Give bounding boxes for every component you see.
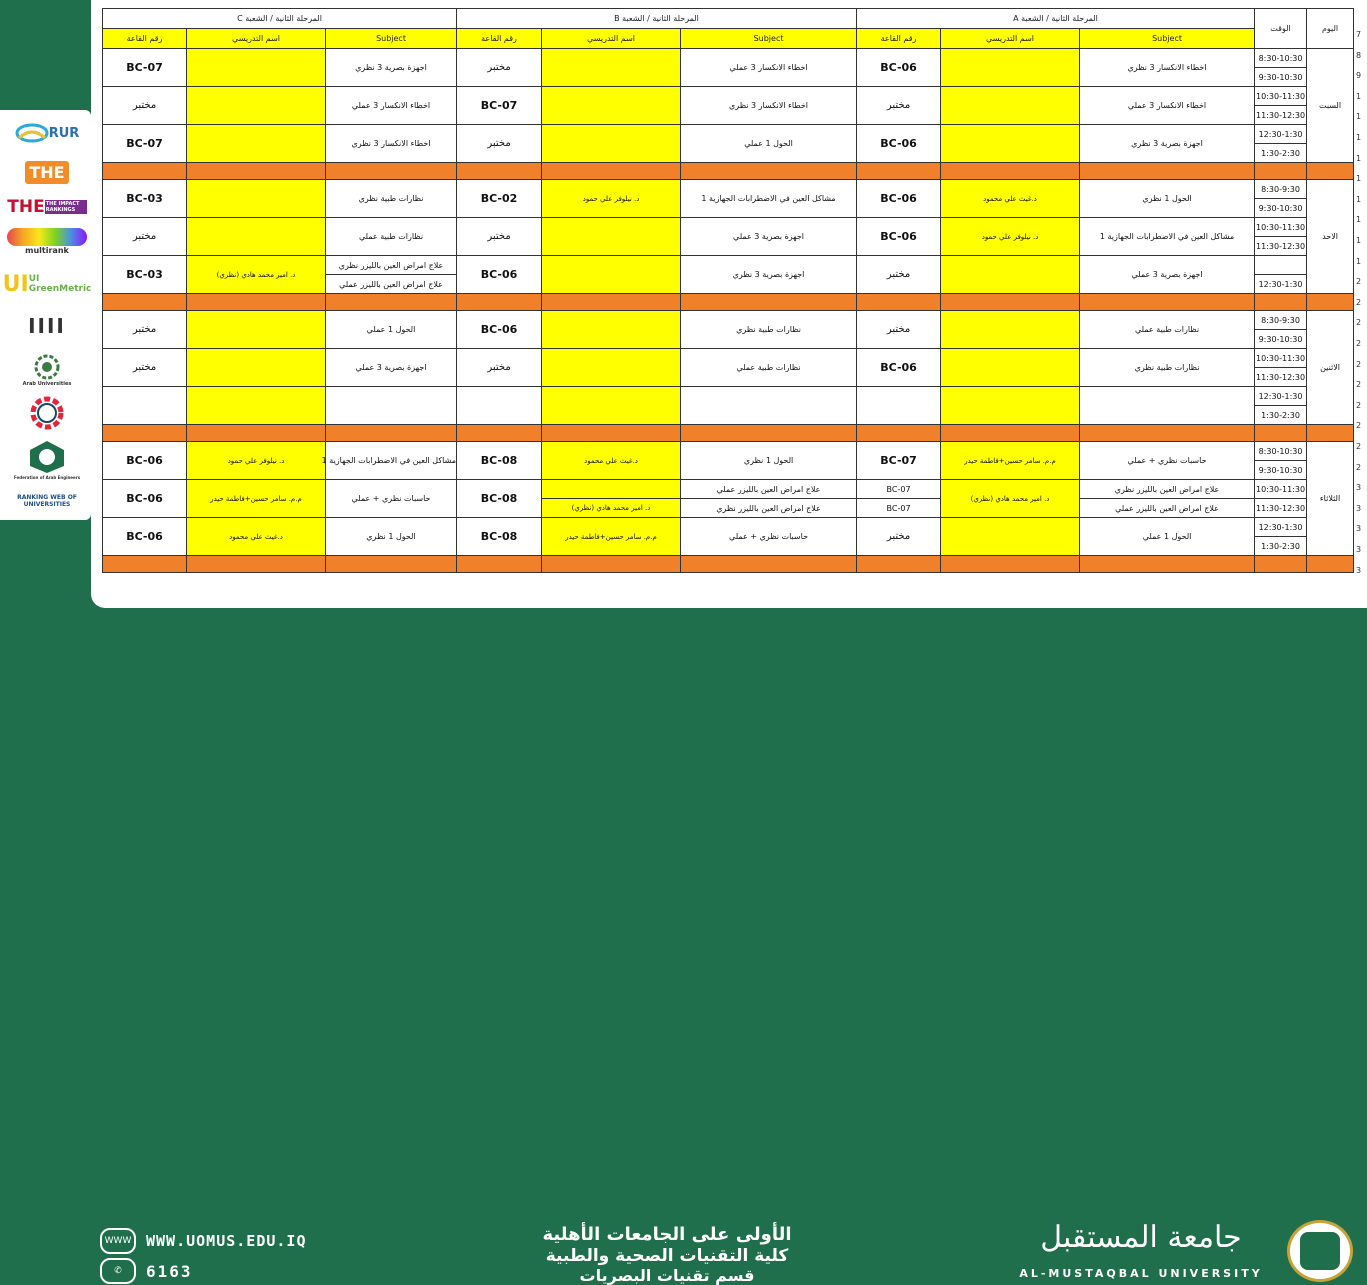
teacher-cell: [941, 387, 1080, 425]
schedule-row: [103, 349, 1354, 368]
separator-cell: [1255, 425, 1307, 442]
separator-cell: [857, 294, 941, 311]
subject-cell: الحول 1 نظري: [1080, 180, 1255, 218]
room-cell: مختبر: [457, 218, 542, 256]
day-separator-row: [103, 163, 1354, 180]
rankings-logo-strip: [0, 110, 91, 520]
separator-cell: [103, 425, 187, 442]
day-cell: الاثنين: [1307, 311, 1354, 425]
time-cell: [1255, 256, 1307, 275]
subject-cell: علاج امراض العين بالليزر عملي: [681, 480, 857, 499]
teacher-column-header: اسم التدريسي: [187, 29, 326, 49]
subject-cell: الحول 1 نظري: [326, 518, 457, 556]
footer-line-1: الأولى على الجامعات الأهلية: [542, 1224, 792, 1245]
cut-number: 3: [1356, 483, 1362, 493]
time-cell: 11:30-12:30: [1255, 499, 1307, 518]
phone-number: 6163: [146, 1262, 193, 1281]
room-cell: مختبر: [103, 87, 187, 125]
room-cell: [103, 387, 187, 425]
time-cell: 1:30-2:30: [1255, 144, 1307, 163]
time-cell: 10:30-11:30: [1255, 349, 1307, 368]
separator-cell: [857, 425, 941, 442]
day-column-header: اليوم: [1307, 9, 1354, 49]
cut-number: 1: [1356, 215, 1362, 225]
room-cell: BC-08: [457, 480, 542, 518]
room-cell: مختبر: [857, 87, 941, 125]
time-cell: 12:30-1:30: [1255, 518, 1307, 537]
room-column-header: رقم القاعة: [857, 29, 941, 49]
time-cell: 8:30-10:30: [1255, 49, 1307, 68]
time-cell: 1:30-2:30: [1255, 537, 1307, 556]
separator-cell: [103, 294, 187, 311]
room-cell: BC-06: [857, 349, 941, 387]
subject-cell: علاج امراض العين بالليزر نظري: [681, 499, 857, 518]
subject-cell: حاسبات نظري + عملي: [326, 480, 457, 518]
section-header-a: المرحلة الثانية / الشعبة A: [857, 9, 1255, 29]
teacher-cell: [542, 125, 681, 163]
schedule-table-wrapper: [102, 8, 1353, 585]
schedule-row: [103, 311, 1354, 330]
cut-number: 2: [1356, 380, 1362, 390]
separator-cell: [1255, 163, 1307, 180]
teacher-column-header: اسم التدريسي: [542, 29, 681, 49]
separator-cell: [187, 425, 326, 442]
room-cell: مختبر: [457, 349, 542, 387]
time-cell: 10:30-11:30: [1255, 218, 1307, 237]
teacher-cell: د.غيث علي محمود: [187, 518, 326, 556]
room-cell: BC-07: [457, 87, 542, 125]
phone-icon: ✆: [100, 1258, 136, 1284]
teacher-cell: [941, 49, 1080, 87]
subject-column-header: Subject: [326, 29, 457, 49]
separator-cell: [941, 294, 1080, 311]
cut-number: 1: [1356, 236, 1362, 245]
teacher-cell: [542, 480, 681, 499]
cut-off-column-numbers: [1353, 8, 1367, 585]
separator-cell: [1080, 425, 1255, 442]
teacher-cell: [187, 180, 326, 218]
room-cell: [457, 387, 542, 425]
time-cell: 12:30-1:30: [1255, 125, 1307, 144]
room-cell: BC-03: [103, 180, 187, 218]
separator-cell: [1255, 556, 1307, 573]
federation-arab-engineers-logo: Federation of Arab Engineers: [6, 436, 88, 482]
schedule-row: [103, 442, 1354, 461]
separator-cell: [941, 425, 1080, 442]
subject-cell: علاج امراض العين بالليزر عملي: [1080, 499, 1255, 518]
room-cell: BC-06: [457, 256, 542, 294]
teacher-cell: [187, 87, 326, 125]
subject-cell: اجهزة بصرية 3 عملي: [1080, 256, 1255, 294]
teacher-cell: [542, 349, 681, 387]
room-cell: مختبر: [857, 256, 941, 294]
schedule-row: [103, 480, 1354, 499]
separator-cell: [857, 163, 941, 180]
separator-cell: [457, 294, 542, 311]
subject-cell: اخطاء الانكسار 3 عملي: [326, 87, 457, 125]
separator-cell: [1080, 163, 1255, 180]
subject-cell: اخطاء الانكسار 3 نظري: [681, 87, 857, 125]
subject-cell: نظارات طبية نظري: [326, 180, 457, 218]
teacher-cell: د. امير محمد هادي (نظري): [187, 256, 326, 294]
cut-number: 1: [1356, 153, 1362, 163]
separator-cell: [457, 425, 542, 442]
the-impact-rankings-logo: THE THE IMPACT RANKINGS: [6, 194, 88, 220]
subject-cell: اجهزة بصرية 3 نظري: [326, 49, 457, 87]
teacher-cell: د. نيلوفر علي حمود: [187, 442, 326, 480]
teacher-cell: [187, 311, 326, 349]
web-icon: WWW: [100, 1228, 136, 1254]
cut-number: 3: [1356, 565, 1362, 575]
separator-cell: [542, 294, 681, 311]
subject-cell: حاسبات نظري + عملي: [681, 518, 857, 556]
room-column-header: رقم القاعة: [103, 29, 187, 49]
separator-cell: [1307, 556, 1354, 573]
room-cell: مختبر: [457, 49, 542, 87]
time-cell: 10:30-11:30: [1255, 87, 1307, 106]
day-cell: الثلاثاء: [1307, 442, 1354, 556]
cut-number: 2: [1356, 359, 1362, 369]
separator-cell: [681, 294, 857, 311]
separator-cell: [187, 294, 326, 311]
cut-number: 7: [1356, 30, 1362, 39]
room-cell: BC-06: [103, 518, 187, 556]
footer-line-3: قسم تقنيات البصريات: [579, 1266, 755, 1285]
cut-number: 1: [1356, 112, 1362, 122]
cut-number: 2: [1356, 442, 1362, 451]
cut-number: 2: [1356, 339, 1362, 348]
separator-cell: [681, 556, 857, 573]
teacher-cell: [187, 349, 326, 387]
day-cell: الاحد: [1307, 180, 1354, 294]
room-column-header: رقم القاعة: [457, 29, 542, 49]
teacher-cell: [542, 49, 681, 87]
subject-cell: نظارات طبية عملي: [1080, 311, 1255, 349]
separator-cell: [103, 163, 187, 180]
pillars-logo: ΙΙΙΙ: [28, 314, 66, 338]
separator-cell: [542, 556, 681, 573]
teacher-cell: [941, 518, 1080, 556]
subject-cell: اجهزة بصرية 3 نظري: [1080, 125, 1255, 163]
time-cell: 8:30-9:30: [1255, 311, 1307, 330]
footer-line-2: كلية التقنيات الصحية والطبية: [545, 1246, 789, 1266]
room-cell: BC-02: [457, 180, 542, 218]
time-cell: 10:30-11:30: [1255, 480, 1307, 499]
teacher-cell: [542, 387, 681, 425]
subject-cell: الحول 1 عملي: [681, 125, 857, 163]
subject-cell: الحول 1 نظري: [681, 442, 857, 480]
separator-cell: [103, 556, 187, 573]
room-cell: BC-03: [103, 256, 187, 294]
room-cell: BC-06: [457, 311, 542, 349]
rur-logo: RUR: [6, 118, 88, 148]
separator-cell: [1080, 556, 1255, 573]
teacher-cell: [542, 311, 681, 349]
room-cell: BC-07: [103, 125, 187, 163]
cut-number: 9: [1356, 71, 1362, 81]
teacher-cell: د. امير محمد هادي (نظري): [542, 499, 681, 518]
schedule-table: [102, 8, 1354, 573]
teacher-cell: د.غيث علي محمود: [542, 442, 681, 480]
teacher-cell: [187, 387, 326, 425]
cut-number: 3: [1356, 503, 1362, 513]
separator-cell: [326, 425, 457, 442]
time-cell: 11:30-12:30: [1255, 237, 1307, 256]
separator-cell: [857, 556, 941, 573]
cut-number: 2: [1356, 297, 1362, 307]
subject-cell: [1080, 387, 1255, 425]
subject-cell: [681, 387, 857, 425]
teacher-cell: د. نيلوفر علي حمود: [941, 218, 1080, 256]
teacher-cell: د. نيلوفر علي حمود: [542, 180, 681, 218]
separator-cell: [941, 556, 1080, 573]
schedule-row: [103, 218, 1354, 237]
subject-cell: مشاكل العين في الاضطرابات الجهازية 1: [326, 442, 457, 480]
teacher-cell: [941, 256, 1080, 294]
schedule-row: [103, 518, 1354, 537]
teacher-cell: [941, 87, 1080, 125]
teacher-column-header: اسم التدريسي: [941, 29, 1080, 49]
subject-cell: اخطاء الانكسار 3 نظري: [326, 125, 457, 163]
multirank-logo: multirank: [6, 224, 88, 258]
arab-universities-logo: Arab Universities: [6, 350, 88, 390]
room-cell: BC-07: [857, 499, 941, 518]
teacher-cell: د. امير محمد هادي (نظري): [941, 480, 1080, 518]
section-header-c: المرحلة الثانية / الشعبة C: [103, 9, 457, 29]
section-header-b: المرحلة الثانية / الشعبة B: [457, 9, 857, 29]
room-cell: مختبر: [857, 518, 941, 556]
the-logo: THE: [6, 156, 88, 188]
day-cell: السبت: [1307, 49, 1354, 163]
schedule-row: [103, 87, 1354, 106]
time-cell: 11:30-12:30: [1255, 106, 1307, 125]
teacher-cell: [542, 218, 681, 256]
subject-column-header: Subject: [1080, 29, 1255, 49]
cut-number: 1: [1356, 256, 1362, 266]
schedule-row: [103, 180, 1354, 199]
subject-cell: اخطاء الانكسار 3 نظري: [1080, 49, 1255, 87]
room-cell: BC-06: [857, 218, 941, 256]
cut-number: 3: [1356, 545, 1362, 554]
teacher-cell: م.م. سامر حسين+فاطمة حيدر: [187, 480, 326, 518]
room-cell: BC-08: [457, 442, 542, 480]
subject-cell: علاج امراض العين بالليزر نظري: [326, 256, 457, 275]
subject-cell: اخطاء الانكسار 3 عملي: [681, 49, 857, 87]
room-cell: BC-06: [103, 442, 187, 480]
time-cell: 8:30-10:30: [1255, 442, 1307, 461]
separator-cell: [326, 556, 457, 573]
separator-cell: [542, 425, 681, 442]
cut-number: 2: [1356, 277, 1362, 287]
cut-number: 2: [1356, 318, 1362, 328]
time-cell: 12:30-1:30: [1255, 275, 1307, 294]
teacher-cell: م.م. سامر حسين+فاطمة حيدر: [542, 518, 681, 556]
subject-cell: نظارات طبية عملي: [326, 218, 457, 256]
subject-cell: [326, 387, 457, 425]
room-cell: مختبر: [103, 349, 187, 387]
room-cell: BC-06: [103, 480, 187, 518]
subject-cell: اخطاء الانكسار 3 عملي: [1080, 87, 1255, 125]
cut-number: 1: [1356, 174, 1362, 184]
separator-cell: [1307, 163, 1354, 180]
time-cell: 9:30-10:30: [1255, 199, 1307, 218]
separator-cell: [187, 163, 326, 180]
room-cell: مختبر: [857, 311, 941, 349]
teacher-cell: [941, 349, 1080, 387]
room-cell: BC-06: [857, 49, 941, 87]
room-cell: BC-06: [857, 125, 941, 163]
separator-cell: [941, 163, 1080, 180]
time-cell: 9:30-10:30: [1255, 68, 1307, 87]
teacher-cell: [187, 218, 326, 256]
header-row-sections: [103, 9, 1354, 29]
subject-cell: علاج امراض العين بالليزر عملي: [326, 275, 457, 294]
room-cell: مختبر: [103, 311, 187, 349]
teacher-cell: [187, 49, 326, 87]
schedule-row: [103, 49, 1354, 68]
subject-cell: اجهزة بصرية 3 عملي: [326, 349, 457, 387]
cut-number: 3: [1356, 524, 1362, 534]
teacher-cell: [941, 125, 1080, 163]
subject-cell: نظارات طبية نظري: [681, 311, 857, 349]
subject-cell: نظارات طبية عملي: [681, 349, 857, 387]
separator-cell: [457, 163, 542, 180]
separator-cell: [1080, 294, 1255, 311]
room-cell: BC-08: [457, 518, 542, 556]
room-cell: مختبر: [457, 125, 542, 163]
time-cell: 8:30-9:30: [1255, 180, 1307, 199]
schedule-row: [103, 256, 1354, 275]
teacher-cell: [542, 87, 681, 125]
university-seal-logo: [1287, 1220, 1353, 1282]
schedule-row: [103, 387, 1354, 406]
cut-number: 2: [1356, 462, 1362, 472]
cut-number: 1: [1356, 91, 1362, 101]
subject-cell: الحول 1 عملي: [326, 311, 457, 349]
separator-cell: [1307, 294, 1354, 311]
subject-cell: حاسبات نظري + عملي: [1080, 442, 1255, 480]
subject-cell: اجهزة بصرية 3 عملي: [681, 218, 857, 256]
time-cell: 11:30-12:30: [1255, 368, 1307, 387]
teacher-cell: م.م. سامر حسين+فاطمة حيدر: [941, 442, 1080, 480]
separator-cell: [187, 556, 326, 573]
teacher-cell: [542, 256, 681, 294]
time-cell: 9:30-10:30: [1255, 330, 1307, 349]
teacher-cell: [941, 311, 1080, 349]
time-cell: 12:30-1:30: [1255, 387, 1307, 406]
room-cell: [857, 387, 941, 425]
university-name-english: AL-MUSTAQBAL UNIVERSITY: [1019, 1267, 1263, 1280]
subject-cell: مشاكل العين في الاضطرابات الجهازية 1: [1080, 218, 1255, 256]
room-cell: BC-07: [857, 480, 941, 499]
schedule-row: [103, 125, 1354, 144]
separator-cell: [1255, 294, 1307, 311]
subject-cell: مشاكل العين في الاضطرابات الجهازية 1: [681, 180, 857, 218]
ui-greenmetric-logo: UI UI GreenMetric: [2, 271, 92, 297]
room-cell: BC-06: [857, 180, 941, 218]
separator-cell: [681, 163, 857, 180]
cut-number: 1: [1356, 133, 1362, 142]
day-separator-row: [103, 294, 1354, 311]
sdg-logo: [6, 396, 88, 430]
separator-cell: [457, 556, 542, 573]
separator-cell: [1307, 425, 1354, 442]
teacher-cell: د.غيث علي محمود: [941, 180, 1080, 218]
separator-cell: [326, 294, 457, 311]
cut-number: 1: [1356, 194, 1362, 204]
website-url: WWW.UOMUS.EDU.IQ: [146, 1232, 307, 1250]
time-column-header: الوقت: [1255, 9, 1307, 49]
subject-cell: علاج امراض العين بالليزر نظري: [1080, 480, 1255, 499]
header-row-subcolumns: [103, 29, 1354, 49]
cut-number: 2: [1356, 421, 1362, 431]
time-cell: 9:30-10:30: [1255, 461, 1307, 480]
separator-cell: [326, 163, 457, 180]
subject-cell: نظارات طبية نظري: [1080, 349, 1255, 387]
webometrics-logo: RANKING WEB OF UNIVERSITIES: [17, 494, 77, 508]
university-name-arabic: جامعة المستقبل: [1040, 1220, 1242, 1255]
subject-column-header: Subject: [681, 29, 857, 49]
teacher-cell: [187, 125, 326, 163]
cut-number: 8: [1356, 50, 1362, 60]
room-cell: BC-07: [857, 442, 941, 480]
subject-cell: الحول 1 عملي: [1080, 518, 1255, 556]
time-cell: 1:30-2:30: [1255, 406, 1307, 425]
footer: [0, 608, 1367, 1285]
cut-number: 2: [1356, 400, 1362, 410]
subject-cell: اجهزة بصرية 3 نظري: [681, 256, 857, 294]
day-separator-row: [103, 425, 1354, 442]
day-separator-row: [103, 556, 1354, 573]
room-cell: مختبر: [103, 218, 187, 256]
room-cell: BC-07: [103, 49, 187, 87]
separator-cell: [542, 163, 681, 180]
separator-cell: [681, 425, 857, 442]
